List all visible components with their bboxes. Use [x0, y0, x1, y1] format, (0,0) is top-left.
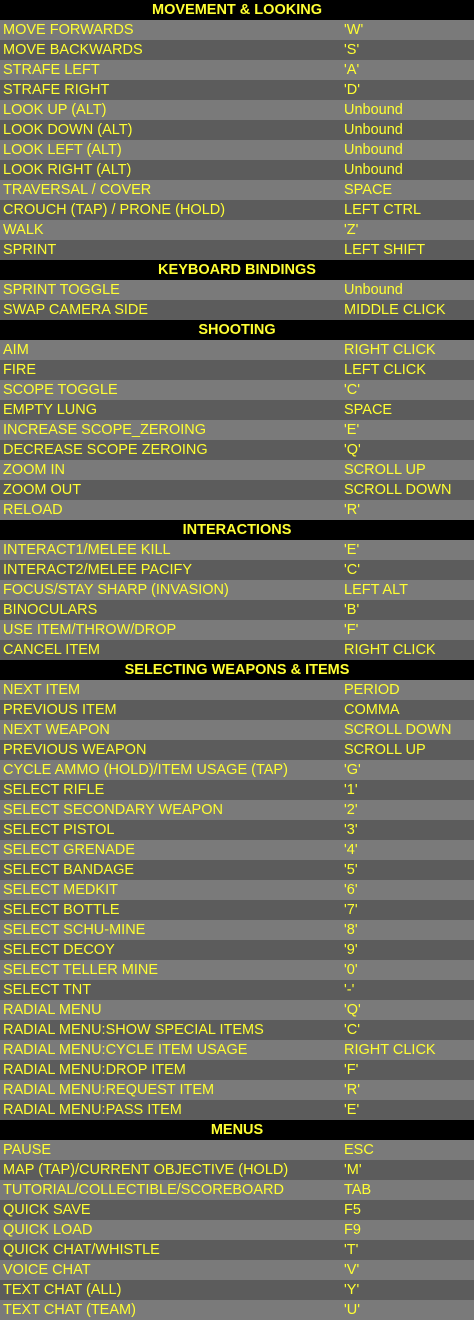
action-label: AIM: [3, 342, 29, 358]
key-binding: F9: [344, 1222, 361, 1238]
action-label: SELECT BOTTLE: [3, 902, 120, 918]
binding-row: [0, 1220, 474, 1240]
action-label: DECREASE SCOPE ZEROING: [3, 442, 208, 458]
binding-row: [0, 460, 474, 480]
binding-row: [0, 640, 474, 660]
action-label: RADIAL MENU:CYCLE ITEM USAGE: [3, 1042, 248, 1058]
action-label: PAUSE: [3, 1142, 52, 1158]
action-label: LOOK UP (ALT): [3, 102, 107, 118]
action-label: SPRINT: [3, 242, 57, 258]
binding-row: [0, 340, 474, 360]
binding-row: [0, 580, 474, 600]
binding-row: [0, 1300, 474, 1320]
action-label: INTERACT1/MELEE KILL: [3, 542, 171, 558]
key-binding: SPACE: [344, 402, 393, 418]
key-binding: 'D': [344, 82, 361, 98]
action-label: QUICK SAVE: [3, 1202, 91, 1218]
binding-row: [0, 400, 474, 420]
action-label: EMPTY LUNG: [3, 402, 98, 418]
key-binding: LEFT CLICK: [344, 362, 426, 378]
action-label: BINOCULARS: [3, 602, 98, 618]
key-binding: '9': [344, 942, 358, 958]
binding-row: [0, 940, 474, 960]
action-label: SPRINT TOGGLE: [3, 282, 120, 298]
binding-row: [0, 720, 474, 740]
key-binding: LEFT CTRL: [344, 202, 422, 218]
key-binding: 'W': [344, 22, 364, 38]
key-binding: 'E': [344, 422, 360, 438]
binding-row: [0, 1180, 474, 1200]
action-label: STRAFE RIGHT: [3, 82, 110, 98]
binding-row: [0, 180, 474, 200]
key-binding: 'C': [344, 1022, 361, 1038]
action-label: SELECT TNT: [3, 982, 92, 998]
key-binding: 'U': [344, 1302, 361, 1318]
action-label: RADIAL MENU:DROP ITEM: [3, 1062, 186, 1078]
key-binding: SPACE: [344, 182, 393, 198]
key-binding: '-': [344, 982, 355, 998]
binding-row: [0, 220, 474, 240]
key-binding: '0': [344, 962, 358, 978]
key-binding: LEFT SHIFT: [344, 242, 426, 258]
key-binding: MIDDLE CLICK: [344, 302, 446, 318]
binding-row: [0, 480, 474, 500]
action-label: CYCLE AMMO (HOLD)/ITEM USAGE (TAP): [3, 762, 288, 778]
section-header: INTERACTIONS: [0, 520, 474, 540]
binding-row: [0, 800, 474, 820]
binding-row: [0, 100, 474, 120]
action-label: CROUCH (TAP) / PRONE (HOLD): [3, 202, 226, 218]
key-binding: SCROLL DOWN: [344, 722, 452, 738]
binding-row: [0, 1280, 474, 1300]
key-binding: PERIOD: [344, 682, 400, 698]
action-label: QUICK CHAT/WHISTLE: [3, 1242, 160, 1258]
key-binding: Unbound: [344, 122, 403, 138]
section-header: MENUS: [0, 1120, 474, 1140]
action-label: SELECT TELLER MINE: [3, 962, 158, 978]
binding-row: [0, 1060, 474, 1080]
binding-row: [0, 900, 474, 920]
key-binding: F5: [344, 1202, 361, 1218]
action-label: FOCUS/STAY SHARP (INVASION): [3, 582, 229, 598]
binding-row: [0, 980, 474, 1000]
action-label: ZOOM OUT: [3, 482, 82, 498]
action-label: SCOPE TOGGLE: [3, 382, 118, 398]
action-label: PREVIOUS ITEM: [3, 702, 117, 718]
action-label: QUICK LOAD: [3, 1222, 93, 1238]
binding-row: [0, 620, 474, 640]
action-label: ZOOM IN: [3, 462, 66, 478]
action-label: INCREASE SCOPE_ZEROING: [3, 422, 207, 438]
key-binding: 'Y': [344, 1282, 360, 1298]
binding-row: [0, 160, 474, 180]
binding-row: [0, 1140, 474, 1160]
binding-row: [0, 80, 474, 100]
action-label: CANCEL ITEM: [3, 642, 100, 658]
key-binding: Unbound: [344, 142, 403, 158]
binding-row: [0, 1040, 474, 1060]
binding-row: [0, 600, 474, 620]
key-binding: 'T': [344, 1242, 359, 1258]
binding-row: [0, 780, 474, 800]
binding-row: [0, 440, 474, 460]
key-binding: Unbound: [344, 282, 403, 298]
binding-row: [0, 60, 474, 80]
section-header: MOVEMENT & LOOKING: [0, 0, 474, 20]
key-binding: 'S': [344, 42, 360, 58]
action-label: LOOK DOWN (ALT): [3, 122, 133, 138]
key-binding: 'R': [344, 1082, 361, 1098]
key-binding: 'B': [344, 602, 360, 618]
key-binding: 'E': [344, 1102, 360, 1118]
action-label: LOOK RIGHT (ALT): [3, 162, 132, 178]
binding-row: [0, 860, 474, 880]
action-label: SELECT DECOY: [3, 942, 115, 958]
key-binding: RIGHT CLICK: [344, 342, 436, 358]
binding-row: [0, 300, 474, 320]
binding-row: [0, 380, 474, 400]
key-binding: '3': [344, 822, 358, 838]
key-binding: 'A': [344, 62, 360, 78]
binding-row: [0, 280, 474, 300]
key-binding: TAB: [344, 1182, 372, 1198]
action-label: MOVE BACKWARDS: [3, 42, 143, 58]
action-label: RADIAL MENU: [3, 1002, 102, 1018]
action-label: LOOK LEFT (ALT): [3, 142, 122, 158]
action-label: SWAP CAMERA SIDE: [3, 302, 149, 318]
binding-row: [0, 1020, 474, 1040]
action-label: SELECT MEDKIT: [3, 882, 118, 898]
key-binding: RIGHT CLICK: [344, 1042, 436, 1058]
action-label: SELECT SECONDARY WEAPON: [3, 802, 223, 818]
binding-row: [0, 420, 474, 440]
action-label: USE ITEM/THROW/DROP: [3, 622, 177, 638]
action-label: SELECT RIFLE: [3, 782, 105, 798]
action-label: TUTORIAL/COLLECTIBLE/SCOREBOARD: [3, 1182, 284, 1198]
binding-row: [0, 1240, 474, 1260]
binding-row: [0, 840, 474, 860]
binding-row: [0, 1000, 474, 1020]
action-label: PREVIOUS WEAPON: [3, 742, 147, 758]
binding-row: [0, 1080, 474, 1100]
action-label: SELECT GRENADE: [3, 842, 135, 858]
key-binding: 'C': [344, 562, 361, 578]
binding-row: [0, 920, 474, 940]
binding-row: [0, 240, 474, 260]
binding-row: [0, 560, 474, 580]
key-binding: Unbound: [344, 102, 403, 118]
key-binding: 'F': [344, 622, 359, 638]
key-binding: Unbound: [344, 162, 403, 178]
action-label: NEXT ITEM: [3, 682, 81, 698]
binding-row: [0, 740, 474, 760]
action-label: RADIAL MENU:PASS ITEM: [3, 1102, 182, 1118]
binding-row: [0, 1260, 474, 1280]
binding-row: [0, 20, 474, 40]
key-binding: 'C': [344, 382, 361, 398]
key-binding: SCROLL UP: [344, 462, 426, 478]
binding-row: [0, 200, 474, 220]
binding-row: [0, 500, 474, 520]
key-binding: LEFT ALT: [344, 582, 408, 598]
binding-row: [0, 1160, 474, 1180]
binding-row: [0, 680, 474, 700]
action-label: RELOAD: [3, 502, 63, 518]
binding-row: [0, 120, 474, 140]
action-label: SELECT BANDAGE: [3, 862, 135, 878]
section-header: SHOOTING: [0, 320, 474, 340]
binding-row: [0, 880, 474, 900]
binding-row: [0, 1200, 474, 1220]
binding-row: [0, 820, 474, 840]
key-binding: '4': [344, 842, 358, 858]
action-label: SELECT PISTOL: [3, 822, 115, 838]
action-label: SELECT SCHU-MINE: [3, 922, 146, 938]
binding-row: [0, 360, 474, 380]
action-label: INTERACT2/MELEE PACIFY: [3, 562, 193, 578]
action-label: WALK: [3, 222, 44, 238]
binding-row: [0, 40, 474, 60]
key-binding: 'Q': [344, 442, 361, 458]
section-header: SELECTING WEAPONS & ITEMS: [0, 660, 474, 680]
key-binding: '7': [344, 902, 358, 918]
action-label: STRAFE LEFT: [3, 62, 100, 78]
action-label: MAP (TAP)/CURRENT OBJECTIVE (HOLD): [3, 1162, 289, 1178]
binding-row: [0, 700, 474, 720]
binding-row: [0, 960, 474, 980]
key-binding: 'M': [344, 1162, 362, 1178]
action-label: RADIAL MENU:REQUEST ITEM: [3, 1082, 215, 1098]
key-binding: SCROLL UP: [344, 742, 426, 758]
binding-row: [0, 540, 474, 560]
key-binding: '8': [344, 922, 358, 938]
action-label: FIRE: [3, 362, 37, 378]
binding-row: [0, 140, 474, 160]
binding-row: [0, 1100, 474, 1120]
action-label: VOICE CHAT: [3, 1262, 91, 1278]
section-header: KEYBOARD BINDINGS: [0, 260, 474, 280]
key-binding: 'G': [344, 762, 361, 778]
action-label: TRAVERSAL / COVER: [3, 182, 152, 198]
key-binding: COMMA: [344, 702, 400, 718]
key-binding: '2': [344, 802, 358, 818]
key-binding: 'E': [344, 542, 360, 558]
key-binding: '6': [344, 882, 358, 898]
key-binding: 'F': [344, 1062, 359, 1078]
key-binding: SCROLL DOWN: [344, 482, 452, 498]
key-binding: '5': [344, 862, 358, 878]
key-binding: 'R': [344, 502, 361, 518]
action-label: NEXT WEAPON: [3, 722, 110, 738]
action-label: TEXT CHAT (ALL): [3, 1282, 122, 1298]
action-label: MOVE FORWARDS: [3, 22, 134, 38]
key-binding: 'Q': [344, 1002, 361, 1018]
key-binding: RIGHT CLICK: [344, 642, 436, 658]
key-binding: '1': [344, 782, 358, 798]
action-label: TEXT CHAT (TEAM): [3, 1302, 136, 1318]
action-label: RADIAL MENU:SHOW SPECIAL ITEMS: [3, 1022, 264, 1038]
key-binding: 'V': [344, 1262, 360, 1278]
key-binding: 'Z': [344, 222, 359, 238]
binding-row: [0, 760, 474, 780]
key-binding: ESC: [344, 1142, 374, 1158]
